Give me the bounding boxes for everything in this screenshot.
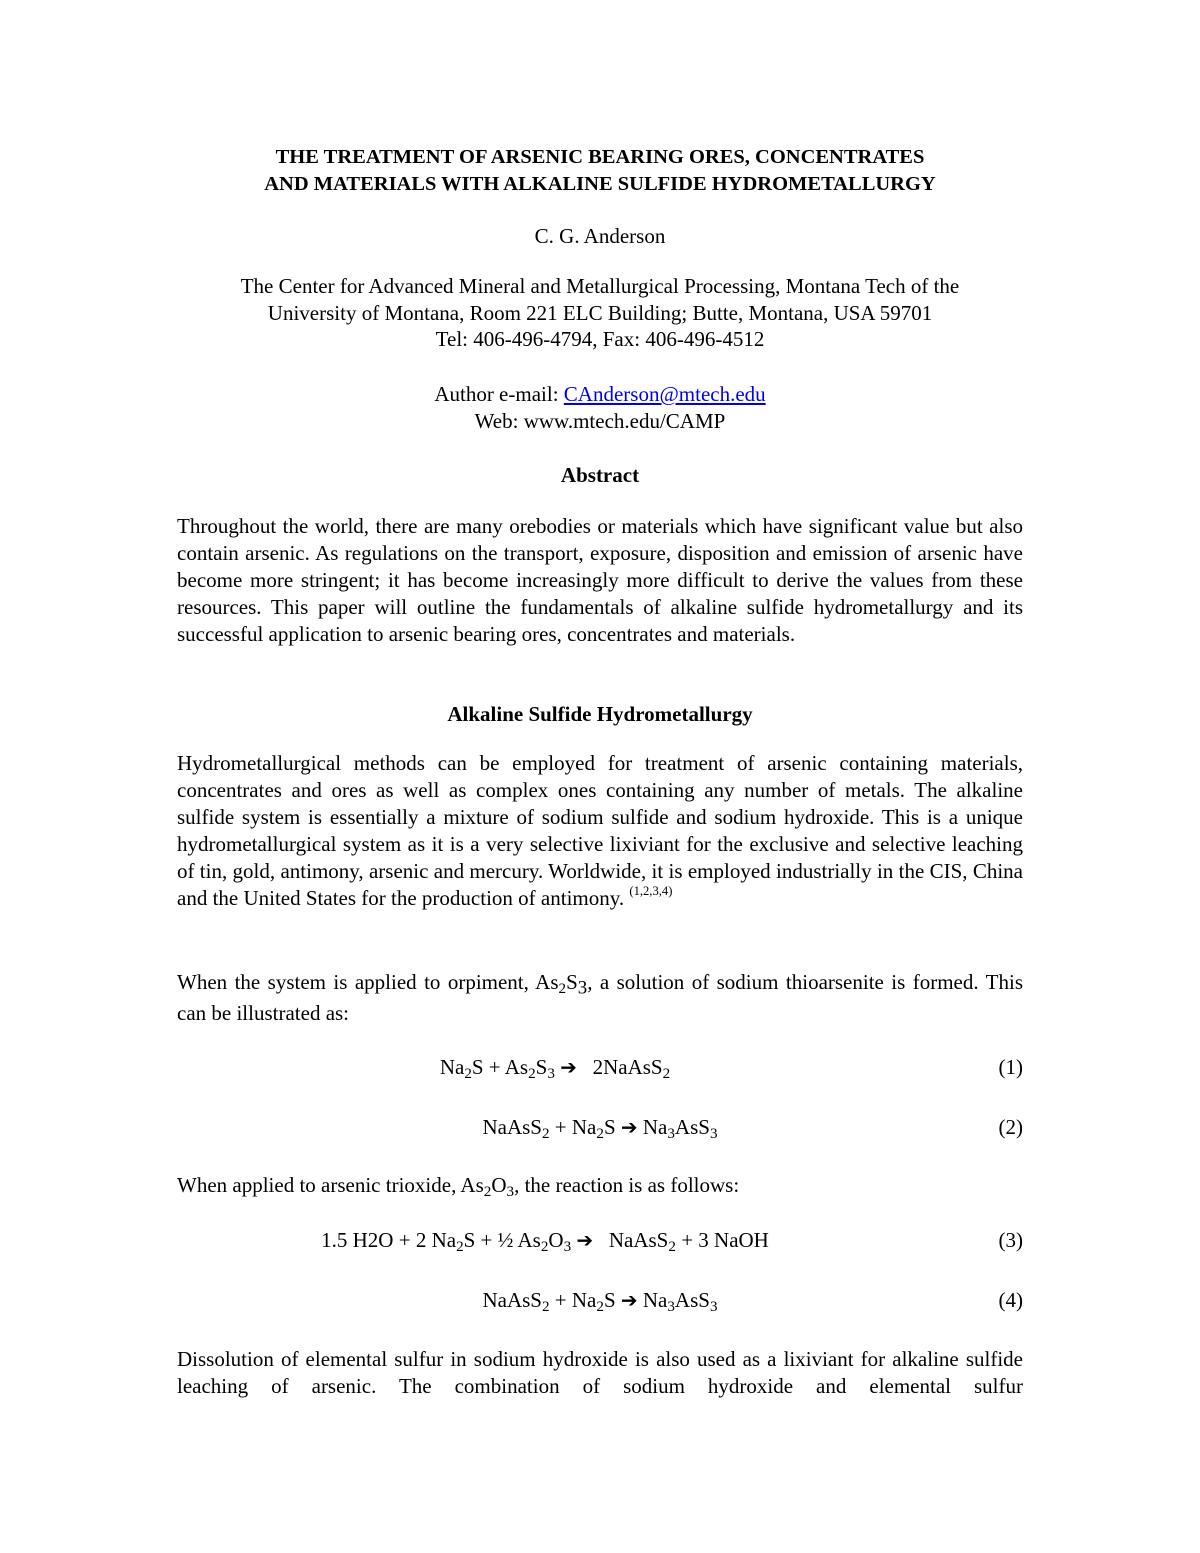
equation-2-number: (2) [998, 1115, 1023, 1139]
title-line-1: THE TREATMENT OF ARSENIC BEARING ORES, CONCENTRATES [275, 146, 925, 168]
equation-1 [177, 1052, 1023, 1082]
web-line: Web: www.mtech.edu/CAMP [474, 408, 726, 433]
equation-4 [177, 1285, 1023, 1315]
equation-1-number: (1) [998, 1055, 1023, 1079]
citation-ref: (1,2,3,4) [629, 883, 673, 898]
equation-3-formula: 1.5 H2O + 2 $Na_2S$ + ½ $As_2O_3$ ➔ NaAsS$_2$ + 3 NaOH [321, 1228, 769, 1255]
email-link[interactable]: CAnderson@mtech.edu [563, 382, 766, 406]
arrow-icon: ➔ [620, 1288, 638, 1312]
affiliation-line-1: The Center for Advanced Mineral and Metallurgical Processing, Montana Tech of the [240, 274, 960, 298]
author-affiliation [177, 273, 1023, 353]
equation-3-number: (3) [998, 1228, 1023, 1252]
section-heading: Alkaline Sulfide Hydrometallurgy [447, 702, 753, 726]
body-paragraph-1: Hydrometallurgical methods can be employed for treatment of arsenic containing materials, concentrates and ores as well as complex ones containing any number of metals. The alkaline sulfide system is essentially a mixture of sodium sulfide and sodium hydroxide. This is a unique hydrometallurgical system as it is a very selective lixiviant for the exclusive and selective leaching of tin, gold, antimony, arsenic and mercury. Worldwide, it is employed industrially in the CIS, China and the United States for the production of antimony. $^{(1,2,3,4)}$ [177, 751, 1023, 910]
formula-orpiment: $As_2S_3$ [535, 970, 588, 999]
formula-arsenic-trioxide: $As_2O_3$ [460, 1173, 515, 1200]
equation-4-formula: NaAsS$_2$ + $Na_2S$ ➔ $Na_3AsS_3$ [482, 1288, 718, 1315]
equation-2-formula: NaAsS$_2$ + $Na_2S$ ➔ $Na_3AsS_3$ [482, 1115, 718, 1142]
arrow-icon: ➔ [560, 1055, 577, 1079]
paper-title [177, 144, 1023, 198]
email-label: Author e-mail: [434, 382, 564, 406]
body-paragraph-3: When applied to arsenic trioxide, $As_2O_3$, the reaction is as follows: [177, 1173, 740, 1200]
author-name: C. G. Anderson [534, 224, 666, 248]
email-line [177, 381, 1023, 408]
contact-block [177, 381, 1023, 434]
affiliation-line-2: University of Montana, Room 221 ELC Building; Butte, Montana, USA 59701 [267, 300, 933, 325]
arrow-icon: ➔ [620, 1115, 638, 1139]
title-line-2: AND MATERIALS WITH ALKALINE SULFIDE HYDROMETALLURGY [264, 173, 936, 195]
affiliation-phone-fax: Tel: 406-496-4794, Fax: 406-496-4512 [435, 327, 765, 351]
equation-2 [177, 1112, 1023, 1142]
abstract-heading: Abstract [560, 463, 640, 487]
body-paragraph-4: Dissolution of elemental sulfur in sodium hydroxide is also used as a lixiviant for alkaline sulfide leaching of arsenic. The combination of sodium hydroxide and elemental sulfur [177, 1347, 1023, 1398]
body-paragraph-2: When the system is applied to orpiment, $As_2S_3$, a solution of sodium thioarsenite is formed. This can be illustrated as: [177, 970, 1023, 1025]
equation-1-formula: $Na_2S + As_2S_3$ ➔ 2NaAsS$_2$ [439, 1055, 671, 1082]
equation-3 [177, 1225, 1023, 1255]
equation-4-number: (4) [998, 1288, 1023, 1312]
abstract-paragraph: Throughout the world, there are many orebodies or materials which have significant value but also contain arsenic. As regulations on the transport, exposure, disposition and emission of arsenic have become more stringent; it has become increasingly more difficult to derive the values from these resources. This paper will outline the fundamentals of alkaline sulfide hydrometallurgy and its successful application to arsenic bearing ores, concentrates and materials. [177, 514, 1023, 646]
arrow-icon: ➔ [576, 1228, 594, 1252]
